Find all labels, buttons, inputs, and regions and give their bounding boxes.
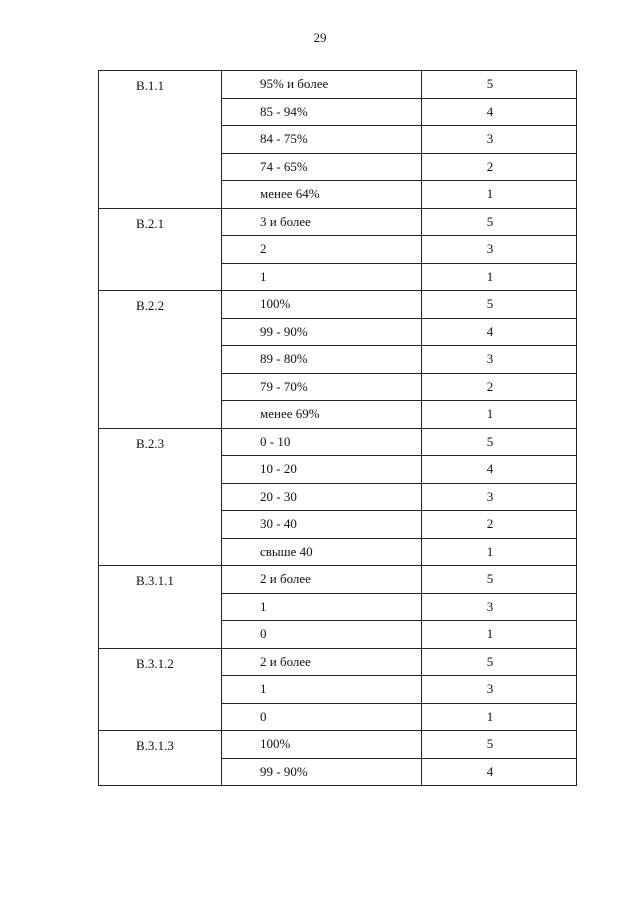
table-row bbox=[99, 731, 577, 759]
value-range: 2 bbox=[222, 236, 422, 264]
value-range: 1 bbox=[222, 676, 422, 704]
value-range: 0 - 10 bbox=[222, 428, 422, 456]
value-range: 99 - 90% bbox=[222, 758, 422, 786]
criterion-code: В.2.2 bbox=[99, 291, 222, 429]
criterion-code: В.2.3 bbox=[99, 428, 222, 566]
score-value: 3 bbox=[422, 236, 577, 264]
value-range: 95% и более bbox=[222, 71, 422, 99]
value-range: менее 69% bbox=[222, 401, 422, 429]
table-body bbox=[99, 71, 577, 786]
score-value: 1 bbox=[422, 538, 577, 566]
value-range: 100% bbox=[222, 731, 422, 759]
score-value: 4 bbox=[422, 318, 577, 346]
score-value: 1 bbox=[422, 263, 577, 291]
value-range: 1 bbox=[222, 593, 422, 621]
table-row bbox=[99, 291, 577, 319]
table-row bbox=[99, 648, 577, 676]
value-range: 1 bbox=[222, 263, 422, 291]
value-range: 0 bbox=[222, 703, 422, 731]
score-value: 1 bbox=[422, 621, 577, 649]
value-range: 30 - 40 bbox=[222, 511, 422, 539]
value-range: 3 и более bbox=[222, 208, 422, 236]
score-value: 5 bbox=[422, 291, 577, 319]
score-value: 5 bbox=[422, 648, 577, 676]
score-value: 1 bbox=[422, 401, 577, 429]
table-row bbox=[99, 428, 577, 456]
value-range: 2 и более bbox=[222, 566, 422, 594]
table-row bbox=[99, 566, 577, 594]
value-range: 20 - 30 bbox=[222, 483, 422, 511]
score-value: 5 bbox=[422, 428, 577, 456]
value-range: свыше 40 bbox=[222, 538, 422, 566]
value-range: 10 - 20 bbox=[222, 456, 422, 484]
value-range: 85 - 94% bbox=[222, 98, 422, 126]
value-range: 100% bbox=[222, 291, 422, 319]
score-value: 4 bbox=[422, 758, 577, 786]
score-value: 3 bbox=[422, 593, 577, 621]
criterion-code: В.1.1 bbox=[99, 71, 222, 209]
value-range: 99 - 90% bbox=[222, 318, 422, 346]
score-value: 5 bbox=[422, 71, 577, 99]
table-row bbox=[99, 71, 577, 99]
score-value: 3 bbox=[422, 483, 577, 511]
page-number: 29 bbox=[313, 30, 327, 45]
criteria-score-table bbox=[98, 70, 577, 786]
criterion-code: В.3.1.3 bbox=[99, 731, 222, 786]
score-value: 5 bbox=[422, 566, 577, 594]
criterion-code: В.3.1.1 bbox=[99, 566, 222, 649]
score-value: 4 bbox=[422, 456, 577, 484]
value-range: 0 bbox=[222, 621, 422, 649]
score-value: 3 bbox=[422, 346, 577, 374]
value-range: 79 - 70% bbox=[222, 373, 422, 401]
score-value: 2 bbox=[422, 373, 577, 401]
value-range: 74 - 65% bbox=[222, 153, 422, 181]
score-value: 4 bbox=[422, 98, 577, 126]
score-value: 1 bbox=[422, 181, 577, 209]
criterion-code: В.2.1 bbox=[99, 208, 222, 291]
score-value: 5 bbox=[422, 208, 577, 236]
value-range: 84 - 75% bbox=[222, 126, 422, 154]
value-range: 89 - 80% bbox=[222, 346, 422, 374]
value-range: менее 64% bbox=[222, 181, 422, 209]
score-value: 1 bbox=[422, 703, 577, 731]
value-range: 2 и более bbox=[222, 648, 422, 676]
score-value: 2 bbox=[422, 511, 577, 539]
score-value: 2 bbox=[422, 153, 577, 181]
criterion-code: В.3.1.2 bbox=[99, 648, 222, 731]
table-row bbox=[99, 208, 577, 236]
score-value: 3 bbox=[422, 126, 577, 154]
score-value: 3 bbox=[422, 676, 577, 704]
score-value: 5 bbox=[422, 731, 577, 759]
